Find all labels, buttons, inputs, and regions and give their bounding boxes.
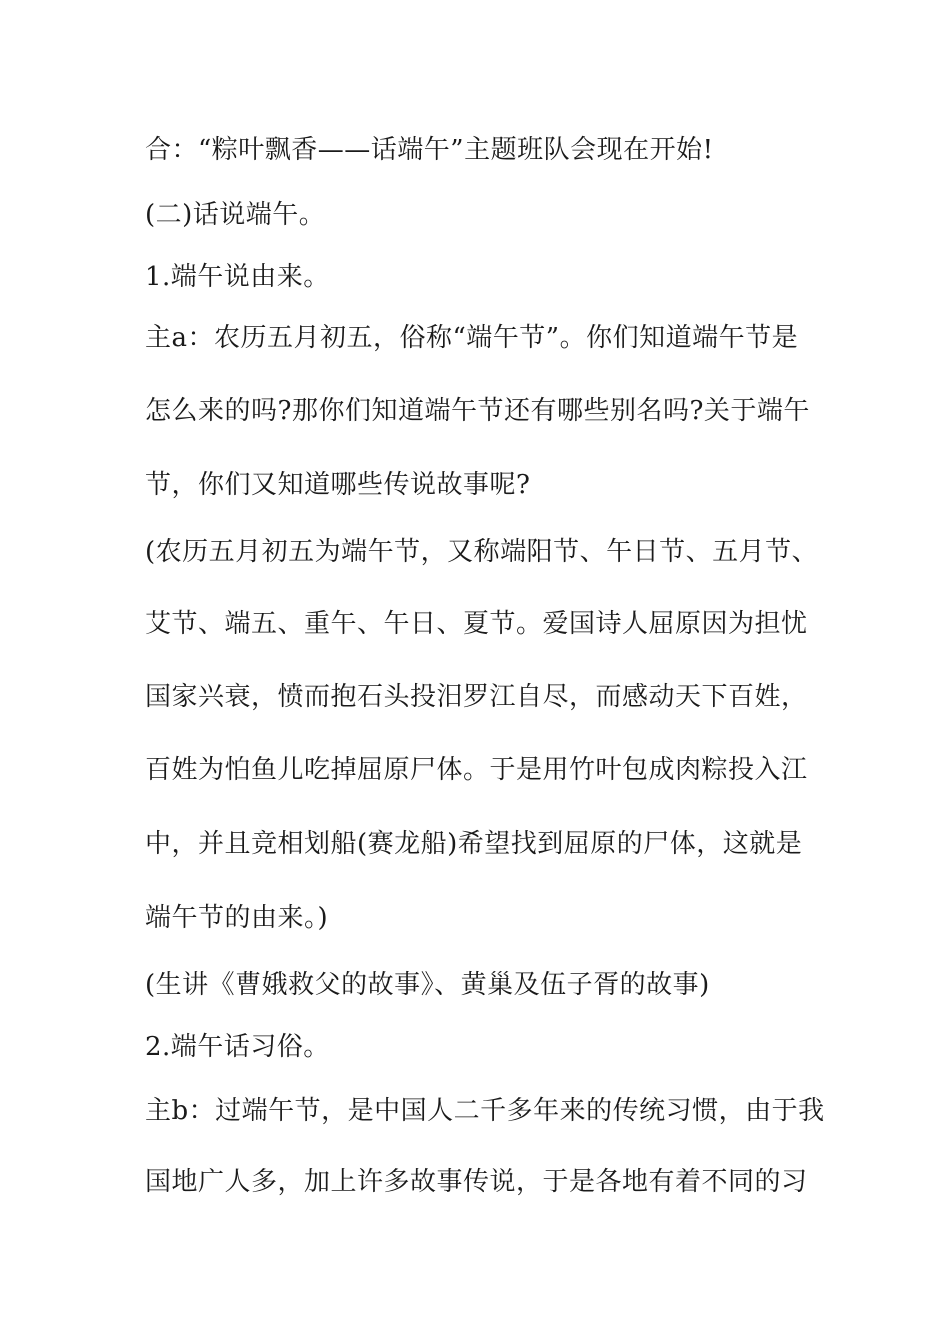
- paragraph-line: 国地广人多，加上许多故事传说，于是各地有着不同的习: [145, 1167, 808, 1197]
- note-line: (生讲《曹娥救父的故事》、黄巢及伍子胥的故事): [145, 970, 710, 1000]
- paragraph-line: (农历五月初五为端午节，又称端阳节、午日节、五月节、: [145, 537, 819, 567]
- paragraph-line: 中，并且竞相划船(赛龙船)希望找到屈原的尸体，这就是: [145, 829, 803, 859]
- paragraph-line: 怎么来的吗?那你们知道端午节还有哪些别名吗?关于端午: [145, 396, 810, 426]
- paragraph-line: 节，你们又知道哪些传说故事呢?: [145, 470, 531, 500]
- paragraph-line: 国家兴衰，愤而抱石头投汨罗江自尽，而感动天下百姓，: [145, 682, 808, 712]
- closing-announcement-line: 合：“粽叶飘香——话端午”主题班队会现在开始!: [145, 135, 714, 165]
- paragraph-line: 端午节的由来。): [145, 903, 329, 933]
- subsection-heading: 2.端午话习俗。: [145, 1032, 330, 1062]
- paragraph-line: 艾节、端五、重午、午日、夏节。爱国诗人屈原因为担忧: [145, 609, 808, 639]
- paragraph-line: 百姓为怕鱼儿吃掉屈原尸体。于是用竹叶包成肉粽投入江: [145, 755, 808, 785]
- section-heading: (二)话说端午。: [145, 200, 326, 230]
- subsection-heading: 1.端午说由来。: [145, 262, 330, 292]
- paragraph-line: 主a：农历五月初五，俗称“端午节”。你们知道端午节是: [145, 323, 799, 353]
- paragraph-line: 主b：过端午节，是中国人二千多年来的传统习惯，由于我: [145, 1096, 825, 1126]
